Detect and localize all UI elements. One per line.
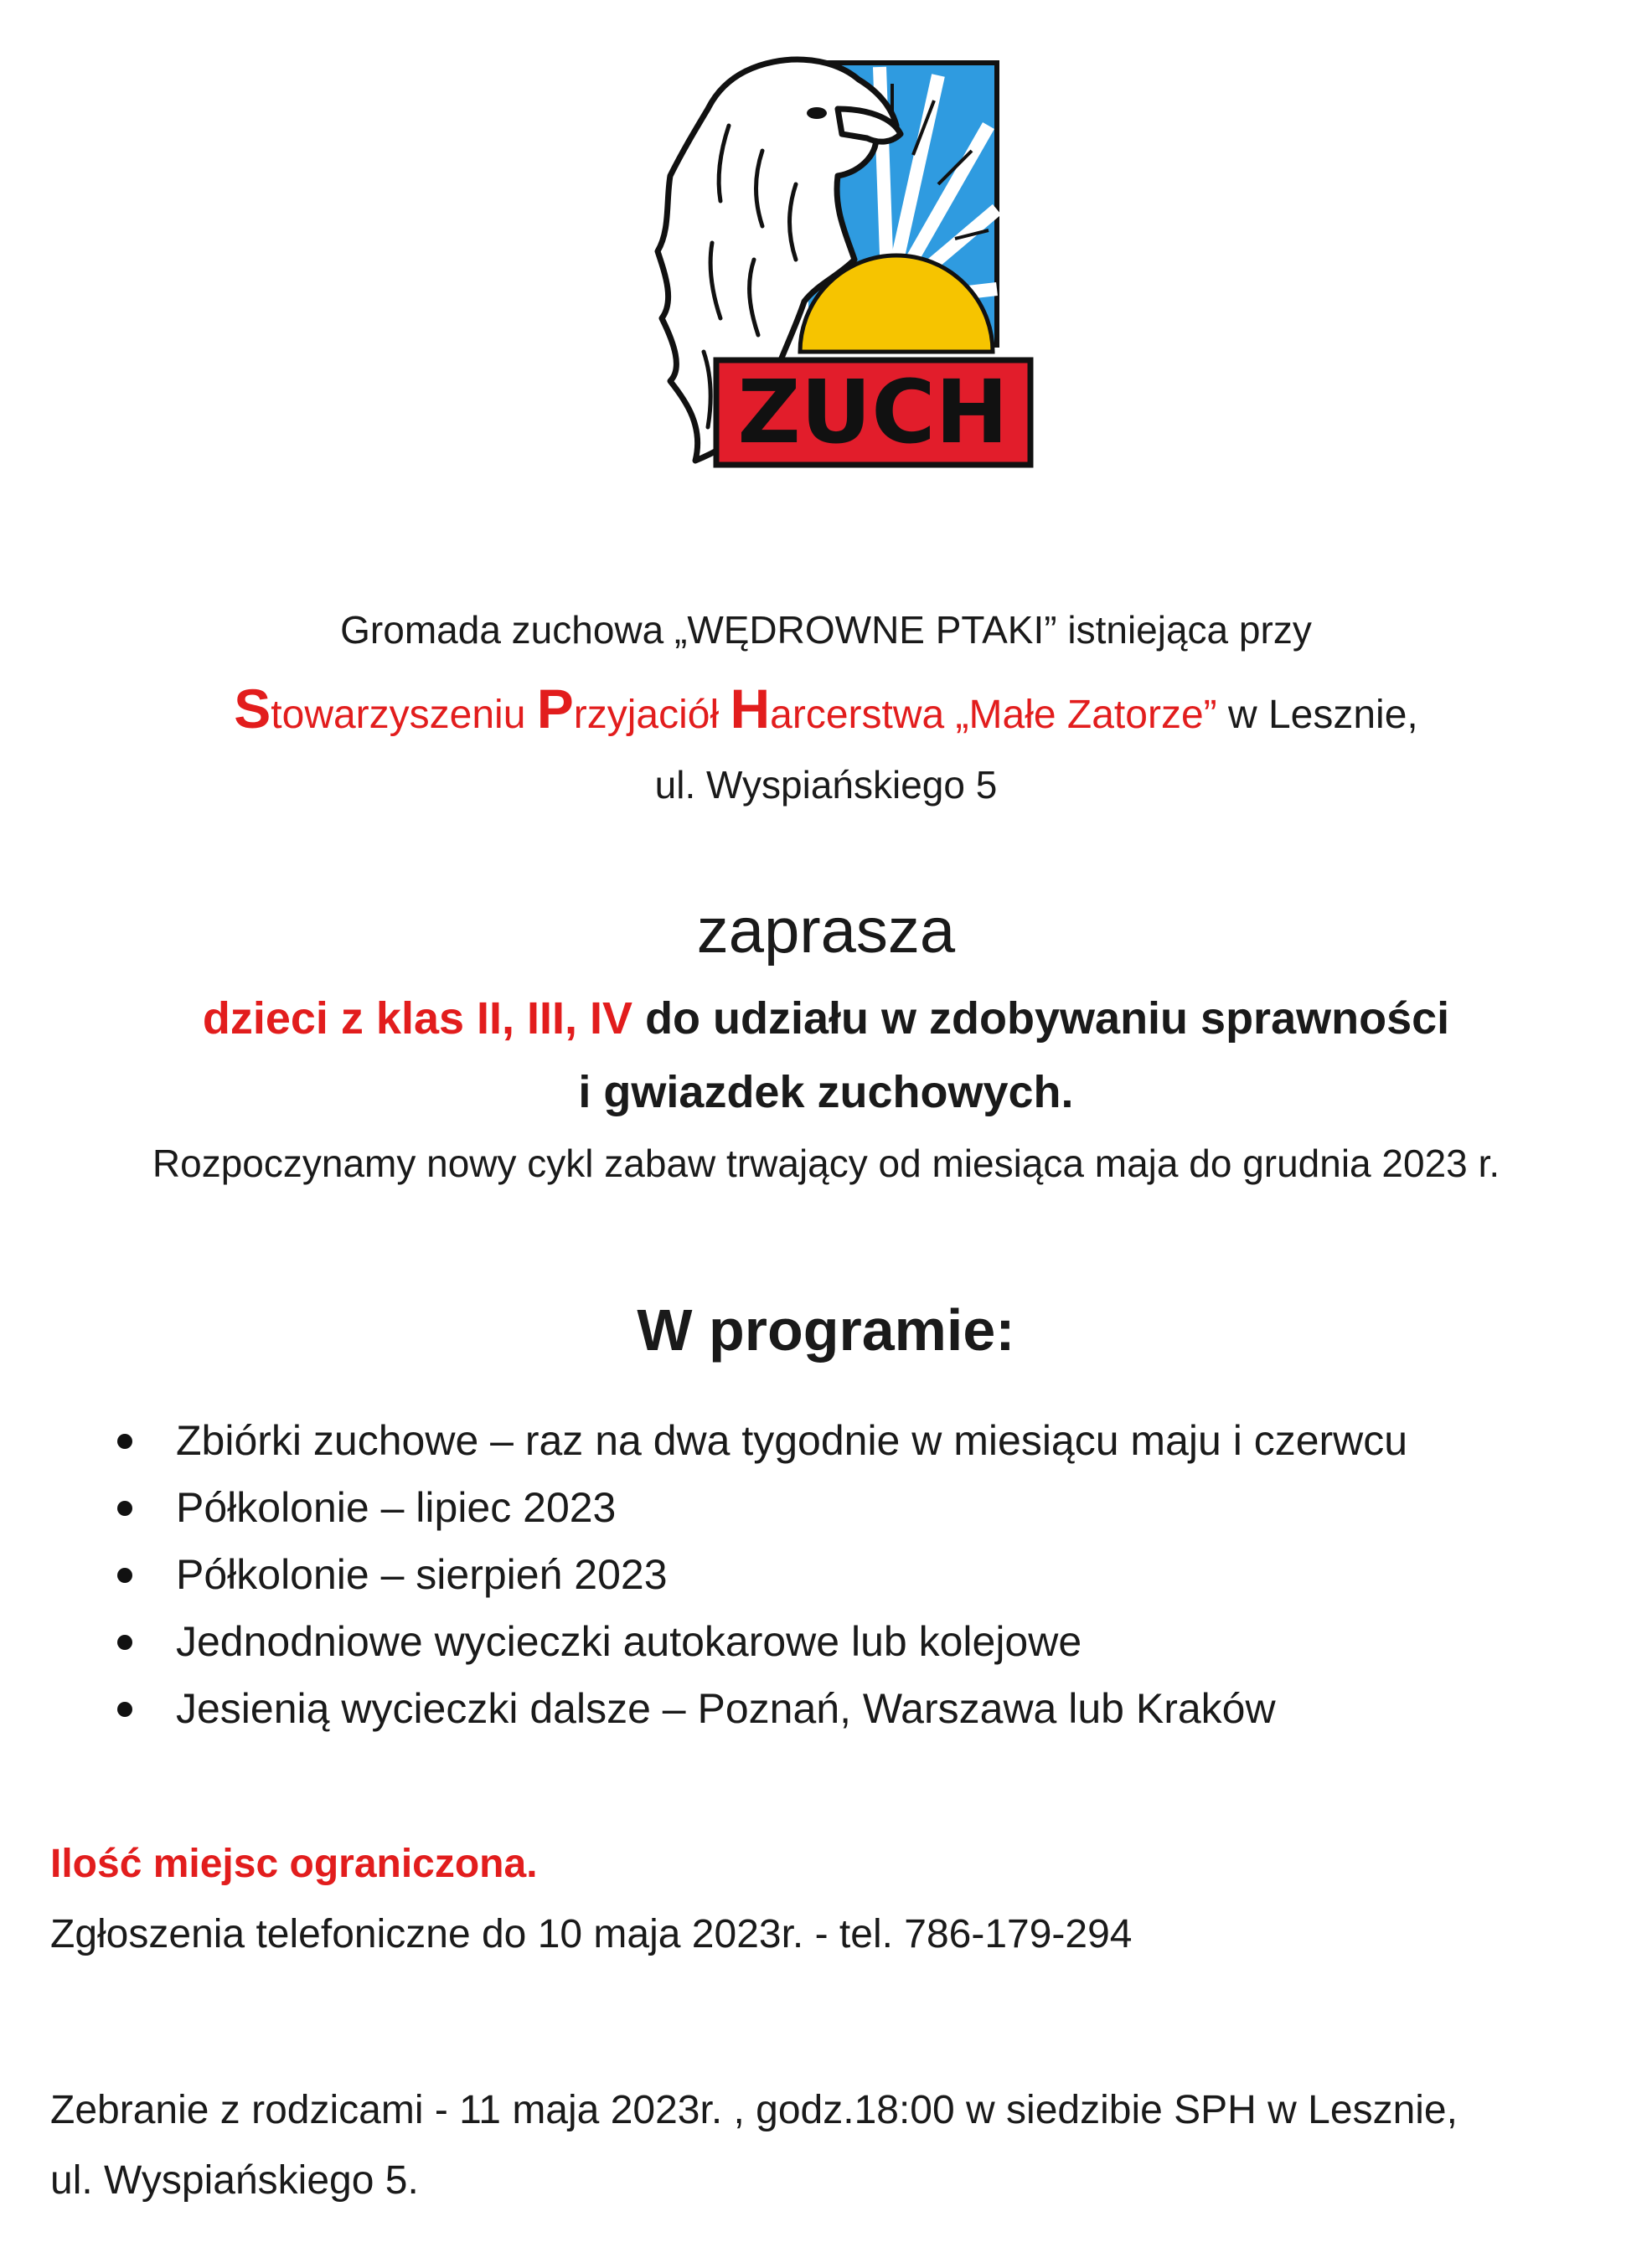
invite-audience-classes: dzieci z klas II, III, IV — [202, 993, 633, 1044]
program-item — [117, 1675, 1407, 1742]
program-title: W programie: — [637, 1297, 1015, 1363]
sph-word-1: towarzyszeniu — [271, 693, 537, 737]
intro-line-1: Gromada zuchowa „WĘDROWNE PTAKI” istniejąca przy — [340, 608, 1312, 652]
eagle-eye-icon — [807, 107, 827, 119]
program-item — [117, 1407, 1407, 1474]
program-list — [117, 1407, 1407, 1742]
zuch-banner — [716, 360, 1030, 465]
sph-initial-s: S — [234, 678, 271, 740]
parents-meeting-line-1: Zebranie z rodzicami - 11 maja 2023r. , godz.18:00 w siedzibie SPH w Lesznie, — [50, 2088, 1458, 2132]
invite-audience-purpose: do udziału w zdobywaniu sprawności — [632, 993, 1450, 1044]
program-item-text: Półkolonie – lipiec 2023 — [176, 1484, 617, 1531]
invite-audience-line-2: i gwiazdek zuchowych. — [578, 1067, 1074, 1117]
bullet-icon — [117, 1501, 132, 1516]
bullet-icon — [117, 1635, 132, 1650]
bullet-icon — [117, 1568, 132, 1583]
parents-meeting-line-2: ul. Wyspiańskiego 5. — [50, 2158, 419, 2203]
program-item-text: Półkolonie – sierpień 2023 — [176, 1551, 668, 1598]
sph-location: w Lesznie, — [1216, 693, 1418, 737]
intro-line-2 — [0, 677, 1652, 740]
registration-phone: Zgłoszenia telefoniczne do 10 maja 2023r. - tel. 786-179-294 — [50, 1912, 1133, 1956]
sph-word-2: rzyjaciół — [573, 693, 730, 737]
zuch-logo — [637, 50, 1039, 473]
sph-initial-h: H — [730, 678, 771, 740]
program-item — [117, 1474, 1407, 1541]
program-item-text: Jesienią wycieczki dalsze – Poznań, Warszawa lub Kraków — [176, 1685, 1276, 1732]
zuch-banner-text: ZUCH — [737, 361, 1009, 463]
program-item — [117, 1541, 1407, 1608]
program-item — [117, 1608, 1407, 1675]
invite-cycle: Rozpoczynamy nowy cykl zabaw trwający od miesiąca maja do grudnia 2023 r. — [152, 1142, 1500, 1185]
sph-initial-p: P — [536, 678, 574, 740]
intro-address: ul. Wyspiańskiego 5 — [654, 763, 998, 807]
limited-places-notice: Ilość miejsc ograniczona. — [50, 1842, 538, 1886]
program-item-text: Jednodniowe wycieczki autokarowe lub kolejowe — [176, 1618, 1082, 1665]
sph-word-3: arcerstwa „Małe Zatorze” — [770, 693, 1217, 737]
invite-verb: zaprasza — [696, 895, 956, 966]
bullet-icon — [117, 1434, 132, 1449]
program-item-text: Zbiórki zuchowe – raz na dwa tygodnie w miesiącu maju i czerwcu — [176, 1417, 1408, 1464]
bullet-icon — [117, 1702, 132, 1717]
invite-audience — [0, 992, 1652, 1044]
